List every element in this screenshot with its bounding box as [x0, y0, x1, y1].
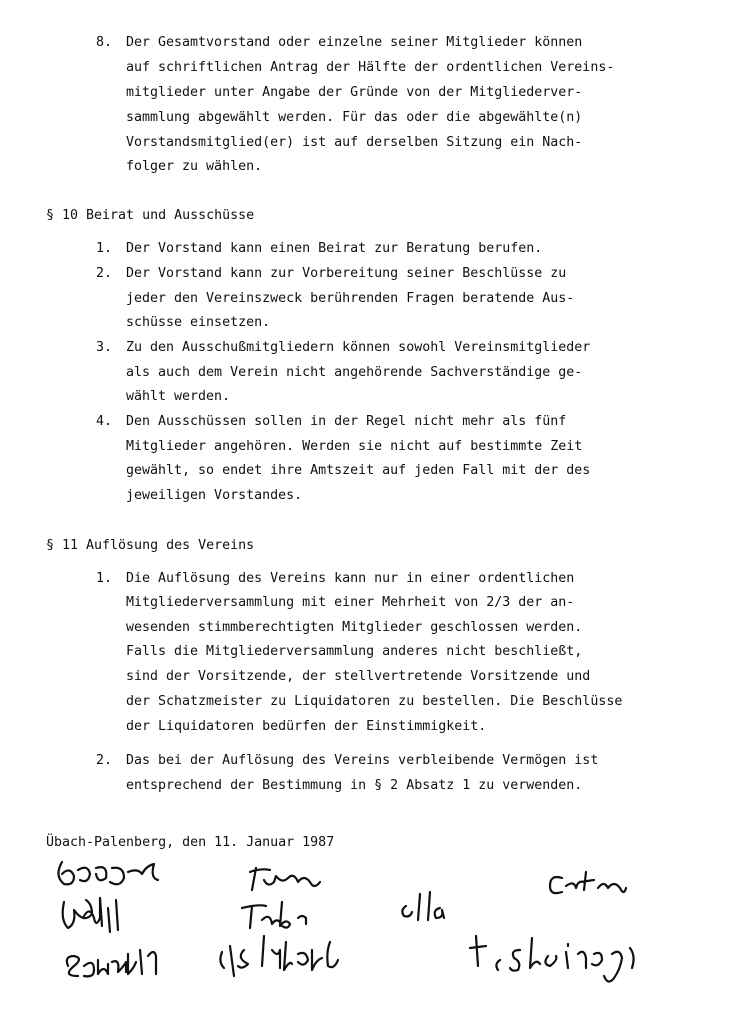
signatures-block	[0, 850, 750, 1015]
section8-line-4: sammlung abgewählt werden. Für das oder die abgewählte(n)	[126, 110, 583, 125]
section8-number: 8.	[96, 35, 113, 50]
s11-item1-line-6: der Schatzmeister zu Liquidatoren zu bestellen. Die Beschlüsse	[126, 694, 623, 709]
s11-item2-line-2: entsprechend der Bestimmung in § 2 Absatz 1 zu verwenden.	[126, 778, 583, 793]
section10-heading: § 10 Beirat und Ausschüsse	[46, 208, 255, 223]
signatures-drawing	[0, 850, 750, 1015]
section8-line-6: folger zu wählen.	[126, 159, 263, 174]
s10-item3-line-1: Zu den Ausschußmitgliedern können sowohl Vereinsmitglieder	[126, 340, 591, 355]
signature-8	[550, 872, 626, 893]
section8-line-3: mitglieder unter Angabe der Gründe von der Mitgliederver-	[126, 85, 583, 100]
s10-item3-line-3: wählt werden.	[126, 389, 231, 404]
signature-3	[67, 950, 156, 976]
signature-2	[63, 898, 118, 932]
s10-item4-line-3: gewählt, so endet ihre Amtszeit auf jeden Fall mit der des	[126, 463, 591, 478]
s11-item1-number: 1.	[96, 571, 113, 586]
section8-line-5: Vorstandsmitglied(er) ist auf derselben Sitzung ein Nach-	[126, 135, 583, 150]
s10-item2-line-2: jeder den Vereinszweck berührenden Fragen beratende Aus-	[126, 291, 575, 306]
s10-item4-line-1: Den Ausschüssen sollen in der Regel nicht mehr als fünf	[126, 414, 567, 429]
s10-item1-number: 1.	[96, 241, 113, 256]
s11-item2-number: 2.	[96, 753, 113, 768]
signature-7	[402, 892, 444, 920]
place-date: Übach-Palenberg, den 11. Januar 1987	[46, 835, 335, 850]
section8-line-1: Der Gesamtvorstand oder einzelne seiner Mitglieder können	[126, 35, 583, 50]
s10-item4-number: 4.	[96, 414, 113, 429]
signature-5	[242, 902, 306, 928]
s10-item2-number: 2.	[96, 266, 113, 281]
section8-line-2: auf schriftlichen Antrag der Hälfte der ordentlichen Vereins-	[126, 60, 615, 75]
signature-4	[250, 868, 320, 890]
s11-item2-line-1: Das bei der Auflösung des Vereins verbleibende Vermögen ist	[126, 753, 599, 768]
signature-1	[58, 862, 158, 884]
s10-item4-line-4: jeweiligen Vorstandes.	[126, 488, 303, 503]
s11-item1-line-5: sind der Vorsitzende, der stellvertretende Vorsitzende und	[126, 669, 591, 684]
s11-item1-line-1: Die Auflösung des Vereins kann nur in einer ordentlichen	[126, 571, 575, 586]
s11-item1-line-4: Falls die Mitgliederversammlung anderes nicht beschließt,	[126, 644, 583, 659]
s10-item2-line-3: schüsse einsetzen.	[126, 315, 271, 330]
s11-item1-line-3: wesenden stimmberechtigten Mitglieder geschlossen werden.	[126, 620, 583, 635]
s11-item1-line-7: der Liquidatoren bedürfen der Einstimmigkeit.	[126, 719, 487, 734]
s10-item1-line-1: Der Vorstand kann einen Beirat zur Beratung berufen.	[126, 241, 543, 256]
signature-9	[470, 936, 634, 982]
section11-heading: § 11 Auflösung des Vereins	[46, 538, 255, 553]
s10-item2-line-1: Der Vorstand kann zur Vorbereitung seiner Beschlüsse zu	[126, 266, 567, 281]
s11-item1-line-2: Mitgliederversammlung mit einer Mehrheit von 2/3 der an-	[126, 595, 575, 610]
s10-item3-number: 3.	[96, 340, 113, 355]
s10-item4-line-2: Mitglieder angehören. Werden sie nicht auf bestimmte Zeit	[126, 439, 583, 454]
signature-6	[220, 936, 338, 976]
s10-item3-line-2: als auch dem Verein nicht angehörende Sachverständige ge-	[126, 365, 583, 380]
